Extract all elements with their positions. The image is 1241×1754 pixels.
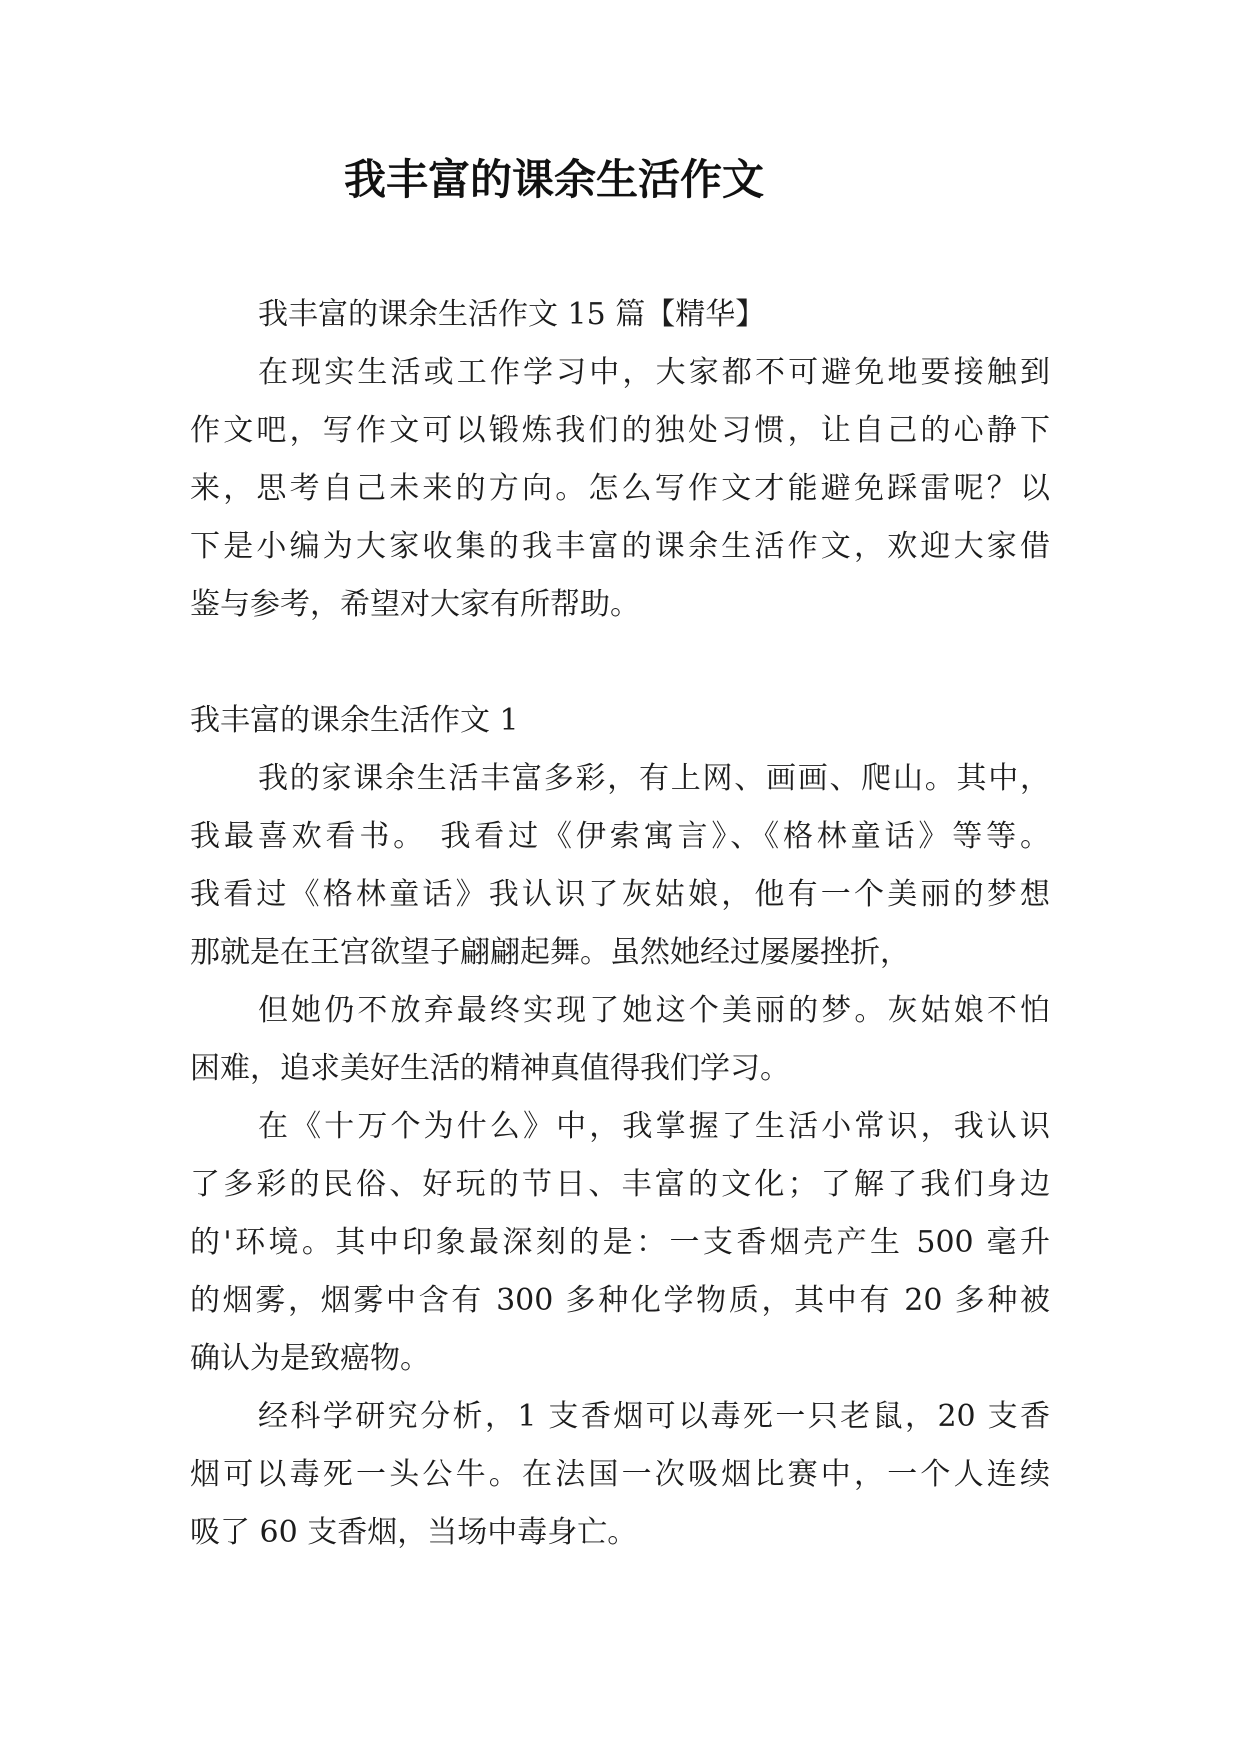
paragraph-line: 吸了 60 支香烟，当场中毒身亡。 bbox=[190, 1515, 638, 1550]
essay-paragraph bbox=[190, 1098, 1050, 1388]
paragraph-line: 我丰富的课余生活作文 15 篇【精华】 bbox=[258, 297, 766, 332]
essay-paragraph bbox=[190, 982, 1050, 1098]
document-title: 我丰富的课余生活作文 bbox=[343, 155, 764, 204]
paragraph-line: 困难，追求美好生活的精神真值得我们学习。 bbox=[190, 1051, 790, 1086]
paragraph-line: 经科学研究分析，1 支香烟可以毒死一只老鼠，20 支香 bbox=[258, 1399, 1050, 1434]
intro-heading-paragraph bbox=[190, 286, 1050, 344]
paragraph-line: 烟可以毒死一头公牛。在法国一次吸烟比赛中，一个人连续 bbox=[190, 1457, 1050, 1492]
paragraph-line: 在《十万个为什么》中，我掌握了生活小常识，我认识 bbox=[258, 1109, 1050, 1144]
paragraph-line: 鉴与参考，希望对大家有所帮助。 bbox=[190, 587, 640, 622]
essay-paragraph bbox=[190, 750, 1050, 982]
paragraph-line: 作文吧，写作文可以锻炼我们的独处习惯，让自己的心静下 bbox=[190, 413, 1050, 448]
paragraph-line: 下是小编为大家收集的我丰富的课余生活作文，欢迎大家借 bbox=[190, 529, 1050, 564]
paragraph-line: 的烟雾，烟雾中含有 300 多种化学物质，其中有 20 多种被 bbox=[190, 1283, 1050, 1318]
intro-paragraph bbox=[190, 344, 1050, 634]
paragraph-line: 那就是在王宫欲望子翩翩起舞。虽然她经过屡屡挫折， bbox=[190, 935, 910, 970]
essay-paragraph bbox=[190, 1388, 1050, 1562]
paragraph-line: 在现实生活或工作学习中，大家都不可避免地要接触到 bbox=[258, 355, 1050, 390]
section-heading bbox=[190, 692, 1050, 750]
paragraph-line: 我最喜欢看书。 我看过《伊索寓言》、《格林童话》等等。 bbox=[190, 819, 1050, 854]
blank-line bbox=[190, 634, 1050, 692]
section-heading-text: 我丰富的课余生活作文 1 bbox=[190, 703, 519, 738]
paragraph-line: 的'环境。其中印象最深刻的是：一支香烟壳产生 500 毫升 bbox=[190, 1225, 1050, 1260]
paragraph-line: 我看过《格林童话》我认识了灰姑娘，他有一个美丽的梦想 bbox=[190, 877, 1050, 912]
paragraph-line: 确认为是致癌物。 bbox=[190, 1341, 430, 1376]
paragraph-line: 我的家课余生活丰富多彩，有上网、画画、爬山。其中， bbox=[258, 761, 1050, 796]
paragraph-line: 了多彩的民俗、好玩的节日、丰富的文化；了解了我们身边 bbox=[190, 1167, 1050, 1202]
paragraph-line: 来，思考自己未来的方向。怎么写作文才能避免踩雷呢？以 bbox=[190, 471, 1050, 506]
paragraph-line: 但她仍不放弃最终实现了她这个美丽的梦。灰姑娘不怕 bbox=[258, 993, 1050, 1028]
document-body bbox=[190, 286, 1050, 1562]
